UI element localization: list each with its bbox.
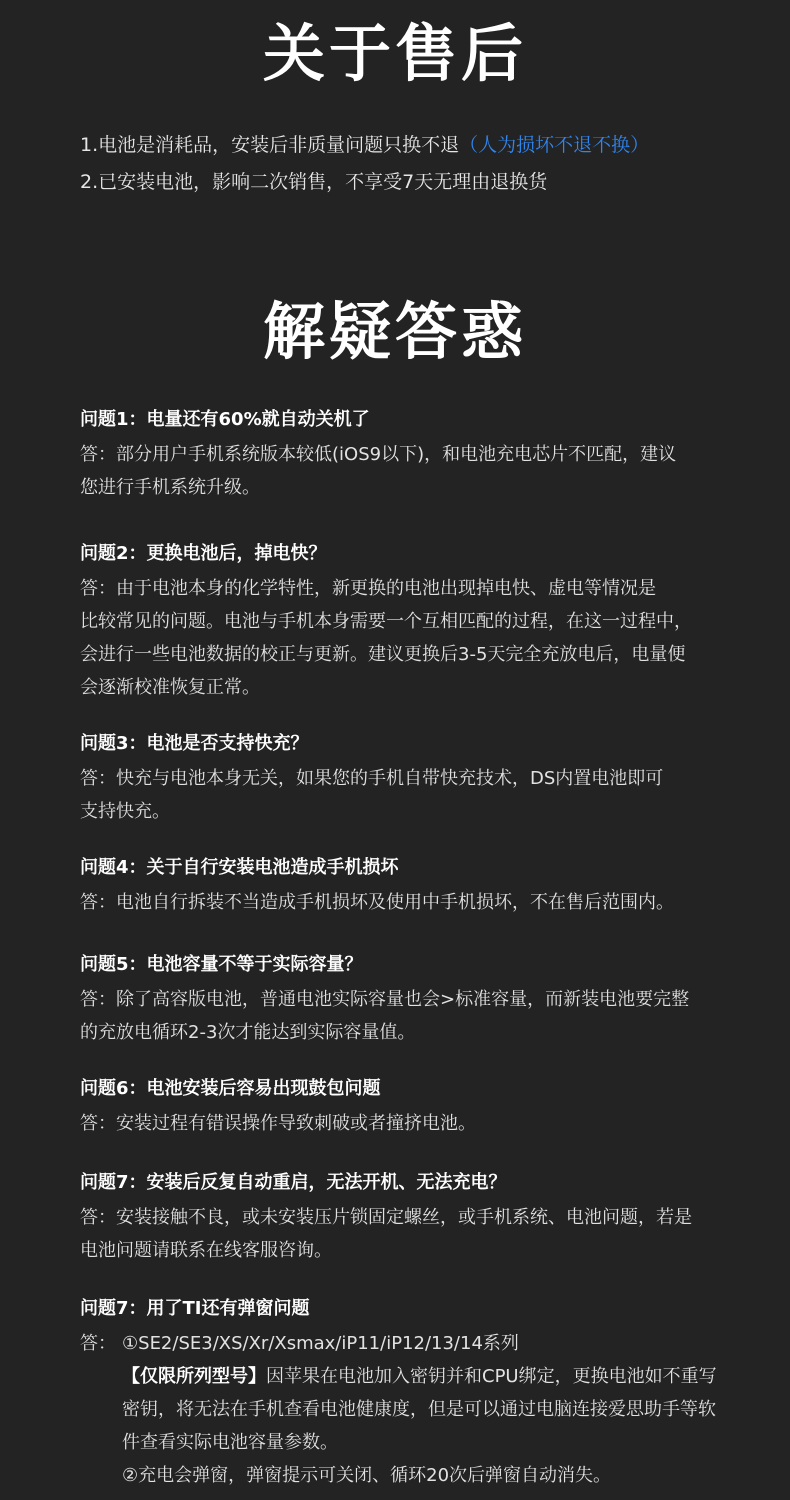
- answer-7: [80, 1201, 740, 1267]
- answer-line: 答：部分用户手机系统版本较低(iOS9以下)，和电池充电芯片不匹配，建议: [80, 444, 677, 465]
- question-7: 问题7：安装后反复自动重启，无法开机、无法充电？: [80, 1172, 507, 1193]
- answer-8: [80, 1327, 740, 1492]
- answer-1: [80, 438, 740, 504]
- answer-line: 支持快充。: [80, 801, 170, 822]
- answer-4: [80, 886, 740, 919]
- question-8: 问题7：用了TI还有弹窗问题: [80, 1298, 310, 1319]
- answer-6: [80, 1107, 740, 1140]
- answer-line: 答：由于电池本身的化学特性，新更换的电池出现掉电快、虚电等情况是: [80, 578, 656, 599]
- answer-line: 密钥，将无法在手机查看电池健康度，但是可以通过电脑连接爱思助手等软: [122, 1399, 716, 1420]
- faq-item-5: [80, 950, 740, 1049]
- answer-line: 会逐渐校准恢复正常。: [80, 677, 260, 698]
- faq-item-1: [80, 405, 740, 504]
- answer-5: [80, 983, 740, 1049]
- answer-item-2: ②充电会弹窗，弹窗提示可关闭、循环20次后弹窗自动消失。: [122, 1465, 612, 1486]
- answer-line: 电池问题请联系在线客服咨询。: [80, 1240, 332, 1261]
- answer-prefix: 答：: [80, 1333, 116, 1354]
- faq-item-3: [80, 729, 740, 828]
- note-line-1-text: 1.电池是消耗品，安装后非质量问题只换不退: [80, 134, 460, 156]
- note-line-1-highlight: （人为损坏不退不换）: [459, 134, 650, 156]
- answer-line: 答：除了高容版电池，普通电池实际容量也会>标准容量，而新装电池要完整: [80, 989, 690, 1010]
- answer-item-1-text: 因苹果在电池加入密钥并和CPU绑定，更换电池如不重写: [266, 1366, 717, 1387]
- after-sales-title: 关于售后: [262, 17, 527, 90]
- answer-line: 您进行手机系统升级。: [80, 477, 260, 498]
- faq-title: 解疑答惑: [262, 295, 527, 368]
- question-2: 问题2：更换电池后，掉电快？: [80, 543, 327, 564]
- answer-line: 答：安装过程有错误操作导致刺破或者撞挤电池。: [80, 1113, 476, 1134]
- question-3: 问题3：电池是否支持快充？: [80, 733, 309, 754]
- answer-item-1: ①SE2/SE3/XS/Xr/Xsmax/iP11/iP12/13/14系列: [122, 1333, 519, 1354]
- answer-line: 会进行一些电池数据的校正与更新。建议更换后3-5天完全充放电后，电量便: [80, 644, 686, 665]
- question-6: 问题6：电池安装后容易出现鼓包问题: [80, 1078, 381, 1099]
- answer-line: [80, 1327, 740, 1360]
- answer-line: [80, 1360, 740, 1393]
- model-limit-tag: 【仅限所列型号】: [122, 1366, 266, 1387]
- answer-line: 的充放电循环2-3次才能达到实际容量值。: [80, 1022, 416, 1043]
- answer-line: 答：电池自行拆装不当造成手机损坏及使用中手机损坏，不在售后范围内。: [80, 892, 674, 913]
- note-line-2: 2.已安装电池，影响二次销售，不享受7天无理由退换货: [80, 171, 548, 193]
- answer-3: [80, 762, 740, 828]
- faq-item-7: [80, 1168, 740, 1267]
- after-sales-notes: [80, 127, 649, 201]
- answer-line: 答：快充与电池本身无关，如果您的手机自带快充技术，DS内置电池即可: [80, 768, 664, 789]
- answer-2: [80, 572, 740, 704]
- question-1: 问题1：电量还有60%就自动关机了: [80, 409, 370, 430]
- answer-line: 比较常见的问题。电池与手机本身需要一个互相匹配的过程，在这一过程中，: [80, 611, 692, 632]
- note-line-1: [80, 127, 649, 164]
- question-4: 问题4：关于自行安装电池造成手机损坏: [80, 857, 399, 878]
- answer-line: 答：安装接触不良，或未安装压片锁固定螺丝，或手机系统、电池问题，若是: [80, 1207, 692, 1228]
- question-5: 问题5：电池容量不等于实际容量？: [80, 954, 363, 975]
- faq-item-2: [80, 539, 740, 704]
- faq-item-8: [80, 1294, 740, 1492]
- answer-line: 件查看实际电池容量参数。: [122, 1432, 338, 1453]
- faq-item-6: [80, 1074, 740, 1140]
- faq-item-4: [80, 853, 740, 919]
